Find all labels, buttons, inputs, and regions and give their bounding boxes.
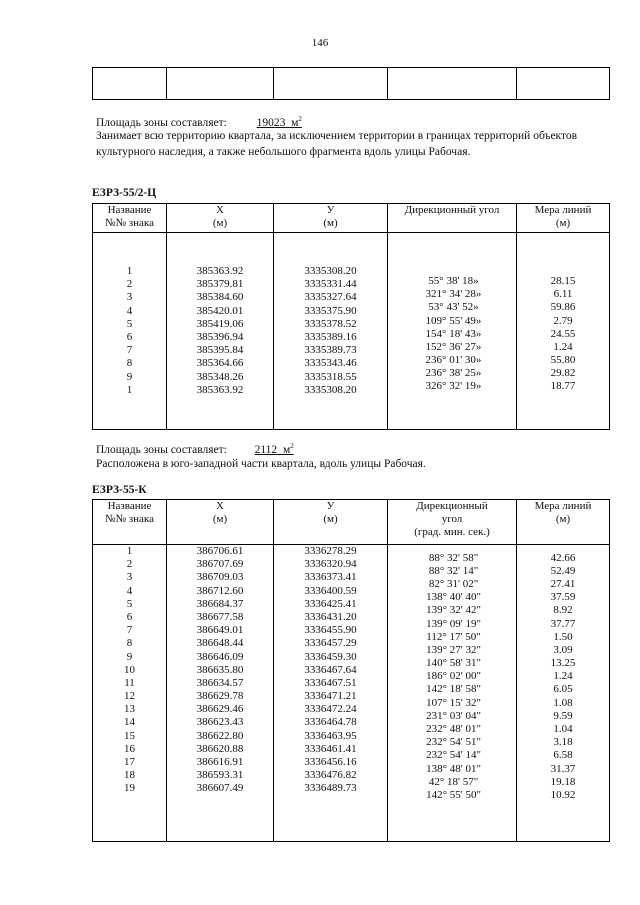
x-coordinate: 386607.49 [196,782,244,795]
direction-angle: 107° 15' 32" [426,696,481,709]
line-length: 3.09 [553,643,573,656]
direction-angle: 139° 09' 19" [426,617,481,630]
col-header-y: У (м) [274,500,388,545]
names-cell [93,233,167,430]
point-name: 2 [126,278,133,291]
x-coordinate: 386712.60 [196,584,244,597]
direction-angle: 236° 01' 30» [425,354,482,367]
y-cell [274,233,388,430]
point-name: 2 [126,558,133,571]
y-coordinate: 3335331.44 [304,278,357,291]
line-length: 8.92 [553,604,573,617]
line-length: 6.58 [553,749,573,762]
y-coordinate: 3335375.90 [304,304,357,317]
direction-cell [388,545,517,842]
zone2-area-line [96,438,611,458]
point-name: 5 [126,317,133,330]
line-length: 1.08 [553,696,573,709]
direction-angle: 232° 54' 14" [426,749,481,762]
direction-angle: 326° 32' 19» [425,380,482,393]
point-name: 12 [124,690,135,703]
x-coordinate: 386622.80 [196,729,244,742]
direction-angle: 42° 18' 57" [428,775,479,788]
line-length: 9.59 [553,709,573,722]
names-cell [93,545,167,842]
line-length: 37.59 [550,591,576,604]
line-length: 42.66 [550,551,576,564]
direction-angle: 138° 40' 40" [426,591,481,604]
direction-angle: 231° 03' 04" [426,709,481,722]
line-length: 2.79 [553,314,573,327]
line-length: 18.77 [550,380,576,393]
x-coordinate: 385420.01 [196,304,244,317]
y-coordinate: 3336457.29 [304,637,357,650]
x-cell [167,545,274,842]
line-length: 1.04 [553,723,573,736]
direction-angle: 236° 38' 25» [425,367,482,380]
point-name: 19 [124,782,135,795]
y-coordinate: 3336476.82 [304,769,357,782]
line-length: 52.49 [550,564,576,577]
zone3-coordinates-table [92,499,610,842]
direction-cell [388,233,517,430]
y-coordinate: 3336472.24 [304,703,357,716]
y-coordinate: 3336489.73 [304,782,357,795]
x-coordinate: 386677.58 [196,610,244,623]
zone2-coordinates-table [92,203,610,430]
point-name: 9 [126,650,133,663]
point-name: 13 [124,703,135,716]
x-coordinate: 385419.06 [196,317,244,330]
x-coordinate: 386709.03 [196,571,244,584]
x-coordinate: 386620.88 [196,742,244,755]
point-name: 3 [126,291,133,304]
direction-angle: 139° 27' 32" [426,643,481,656]
line-length: 27.41 [550,577,576,590]
direction-angle: 138° 48' 01" [426,762,481,775]
page-number: 146 [311,37,329,49]
point-name: 8 [126,357,133,370]
col-header-x: X (м) [167,500,274,545]
y-coordinate: 3335327.64 [304,291,357,304]
y-coordinate: 3336456.16 [304,756,357,768]
x-coordinate: 385348.26 [196,370,244,383]
y-coordinate: 3335308.20 [304,383,357,396]
x-coordinate: 386684.37 [196,597,244,610]
x-cell [167,233,274,430]
line-length: 6.05 [553,683,573,696]
y-cell [274,545,388,842]
point-name: 18 [124,769,135,782]
col-header-x: X (м) [167,204,274,233]
col-header-direction: Дирекционный угол (град. мин. сек.) [388,500,517,545]
line-length: 13.25 [550,657,576,670]
x-coordinate: 385364.66 [196,357,244,370]
line-length: 1.24 [553,670,573,683]
zone2-description: Расположена в юго-западной части квартала, вдоль улицы Рабочая. [96,458,426,470]
x-coordinate: 386629.78 [196,690,244,703]
y-coordinate: 3335343.46 [304,357,357,370]
point-name: 10 [124,663,135,676]
x-coordinate: 386635.80 [196,663,244,676]
x-coordinate: 386623.43 [196,716,244,729]
direction-angle: 112° 17' 50" [426,630,481,643]
point-name: 5 [126,597,133,610]
point-name: 9 [126,370,133,383]
x-coordinate: 386616.91 [196,756,244,768]
x-coordinate: 385395.84 [196,344,244,357]
y-coordinate: 3336461.41 [304,742,357,755]
y-coordinate: 3336471.21 [304,690,357,703]
direction-angle: 140° 58' 31" [426,657,481,670]
x-coordinate: 386648.44 [196,637,244,650]
point-name: 1 [126,383,133,396]
x-coordinate: 385384.60 [196,291,244,304]
line-length: 10.92 [550,788,576,801]
y-coordinate: 3336463.95 [304,729,357,742]
direction-angle: 53° 43' 52» [428,301,479,314]
zone2-title: ЕЗРЗ-55/2-Ц [92,187,157,199]
x-coordinate: 386646.09 [196,650,244,663]
x-coordinate: 386629.46 [196,703,244,716]
direction-angle: 142° 18' 58" [426,683,481,696]
line-length: 3.18 [553,736,573,749]
point-name: 3 [126,571,133,584]
empty-table-remnant [92,67,610,100]
y-coordinate: 3335389.73 [304,344,357,357]
x-coordinate: 386634.57 [196,676,244,689]
col-header-length: Мера линий (м) [517,500,610,545]
col-header-length: Мера линий (м) [517,204,610,233]
y-coordinate: 3335308.20 [304,265,357,278]
point-name: 15 [124,729,135,742]
point-name: 6 [126,610,133,623]
x-coordinate: 386649.01 [196,624,244,637]
x-coordinate: 385363.92 [196,383,244,396]
direction-angle: 152° 36' 27» [425,340,482,353]
point-name: 7 [126,624,133,637]
x-coordinate: 386707.69 [196,558,244,571]
y-coordinate: 3335318.55 [304,370,357,383]
line-length: 24.55 [550,327,576,340]
x-coordinate: 386593.31 [196,769,244,782]
point-name: 4 [126,584,133,597]
y-coordinate: 3336400.59 [304,584,357,597]
line-length: 59.86 [550,301,576,314]
line-length: 31.37 [550,762,576,775]
y-coordinate: 3336278.29 [304,545,357,557]
x-coordinate: 386706.61 [196,545,244,557]
direction-angle: 186° 02' 00" [426,670,481,683]
line-length: 29.82 [550,367,576,380]
point-name: 1 [126,265,133,278]
direction-angle: 139° 32' 42" [426,604,481,617]
y-coordinate: 3336373.41 [304,571,357,584]
y-coordinate: 3336320.94 [304,558,357,571]
direction-angle: 232° 48' 01" [426,723,481,736]
y-coordinate: 3335389.16 [304,331,357,343]
direction-angle: 142° 55' 50" [426,788,481,801]
direction-angle: 232° 54' 51" [426,736,481,749]
col-header-direction: Дирекционный угол [388,204,517,233]
x-coordinate: 385396.94 [196,331,244,343]
point-name: 1 [126,545,133,557]
direction-angle: 55° 38' 18» [428,274,479,287]
y-coordinate: 3336464.78 [304,716,357,729]
length-cell [517,545,610,842]
y-coordinate: 3336455.90 [304,624,357,637]
direction-angle: 154° 18' 43» [425,327,482,340]
direction-angle: 109° 55' 49» [425,314,482,327]
area-value: 19023 $м^2$ [256,115,302,129]
line-length: 28.15 [550,274,576,287]
length-cell [517,233,610,430]
x-coordinate: 385379.81 [196,278,244,291]
col-header-y: У (м) [274,204,388,233]
y-coordinate: 3336425.41 [304,597,357,610]
point-name: 6 [126,331,133,343]
direction-angle: 82° 31' 02" [428,577,479,590]
y-coordinate: 3336467.64 [304,663,357,676]
line-length: 37.77 [550,617,576,630]
point-name: 8 [126,637,133,650]
direction-angle: 88° 32' 14" [428,564,479,577]
line-length: 1.24 [553,340,573,353]
line-length: 55.80 [550,354,576,367]
line-length: 6.11 [553,288,573,301]
y-coordinate: 3336431.20 [304,610,357,623]
area-label: Площадь зоны составляет: [96,444,227,456]
line-length: 1.50 [553,630,573,643]
point-name: 14 [124,716,135,729]
point-name: 4 [126,304,133,317]
col-header-name: Название №№ знака [93,204,167,233]
area-value: 2112 $м^2$ [254,442,294,456]
y-coordinate: 3336459.30 [304,650,357,663]
zone1-description: Занимает всю территорию квартала, за исключением территории в границах территорий объектов культурного наследия, а также небольшого фрагмента вдоль улицы Рабочая. [96,130,578,158]
point-name: 16 [124,742,135,755]
x-coordinate: 385363.92 [196,265,244,278]
y-coordinate: 3336467.51 [304,676,357,689]
line-length: 19.18 [550,775,576,788]
direction-angle: 321° 34' 28» [425,288,482,301]
area-label: Площадь зоны составляет: [96,117,227,129]
point-name: 11 [124,676,135,689]
zone3-title: ЕЗРЗ-55-К [92,484,147,496]
point-name: 7 [126,344,133,357]
direction-angle: 88° 32' 58" [428,551,479,564]
y-coordinate: 3335378.52 [304,317,357,330]
point-name: 17 [124,756,135,768]
col-header-name: Название №№ знака [93,500,167,545]
